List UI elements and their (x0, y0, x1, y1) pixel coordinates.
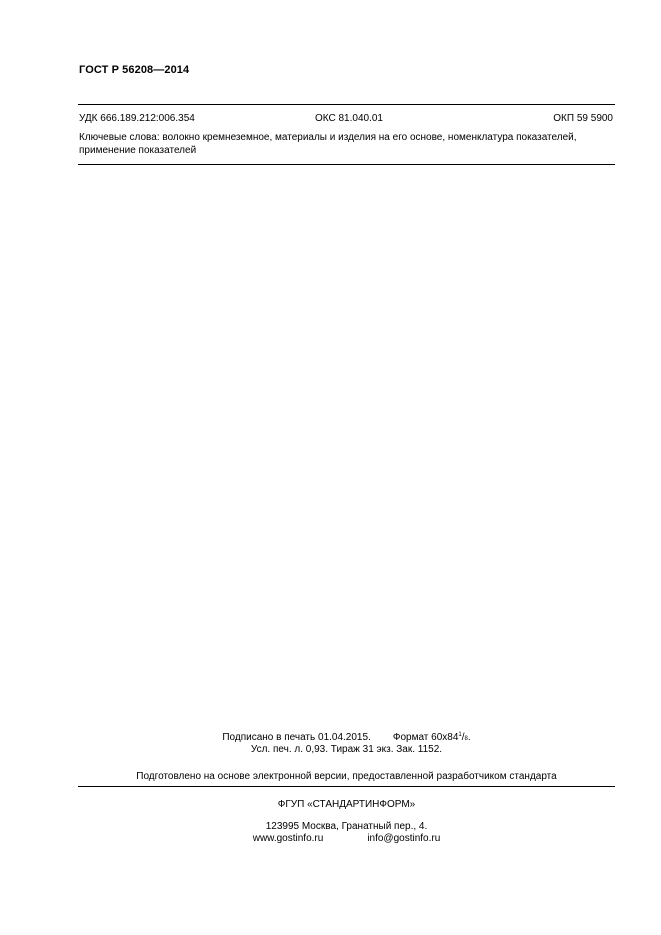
oks-code: ОКС 81.040.01 (315, 113, 383, 124)
format-suffix: . (467, 732, 471, 743)
publisher-contacts (78, 832, 615, 845)
udk-code: УДК 666.189.212:006.354 (79, 113, 195, 124)
publisher-name: ФГУП «СТАНДАРТИНФОРМ» (277, 799, 416, 810)
keywords-divider (78, 164, 615, 165)
email-link[interactable]: info@gostinfo.ru (367, 833, 441, 844)
signed-date: Подписано в печать 01.04.2015. (222, 732, 371, 743)
website-link[interactable]: www.gostinfo.ru (252, 833, 324, 844)
format-numerator: 1 (458, 732, 462, 738)
prepared-note: Подготовлено на основе электронной версии, предоставленной разработчиком стандарта (136, 771, 557, 782)
format-denominator: 8 (464, 736, 468, 742)
format-prefix: Формат 60х84 (392, 732, 459, 743)
print-details: Усл. печ. л. 0,93. Тираж 31 экз. Зак. 1152. (250, 744, 443, 755)
keywords-text: Ключевые слова: волокно кремнеземное, материалы и изделия на его основе, номенклатура показателей, применение показателей (79, 132, 577, 156)
publisher-address: 123995 Москва, Гранатный пер., 4. (265, 821, 428, 832)
standard-designation: ГОСТ Р 56208—2014 (79, 64, 190, 76)
classification-codes (79, 113, 613, 127)
signed-line: Подписано в печать 01.04.2015. Формат $60х84^1/8$. (222, 732, 471, 743)
okp-code: ОКП 59 5900 (553, 113, 613, 124)
top-divider (78, 104, 615, 105)
imprint-divider (78, 786, 615, 787)
